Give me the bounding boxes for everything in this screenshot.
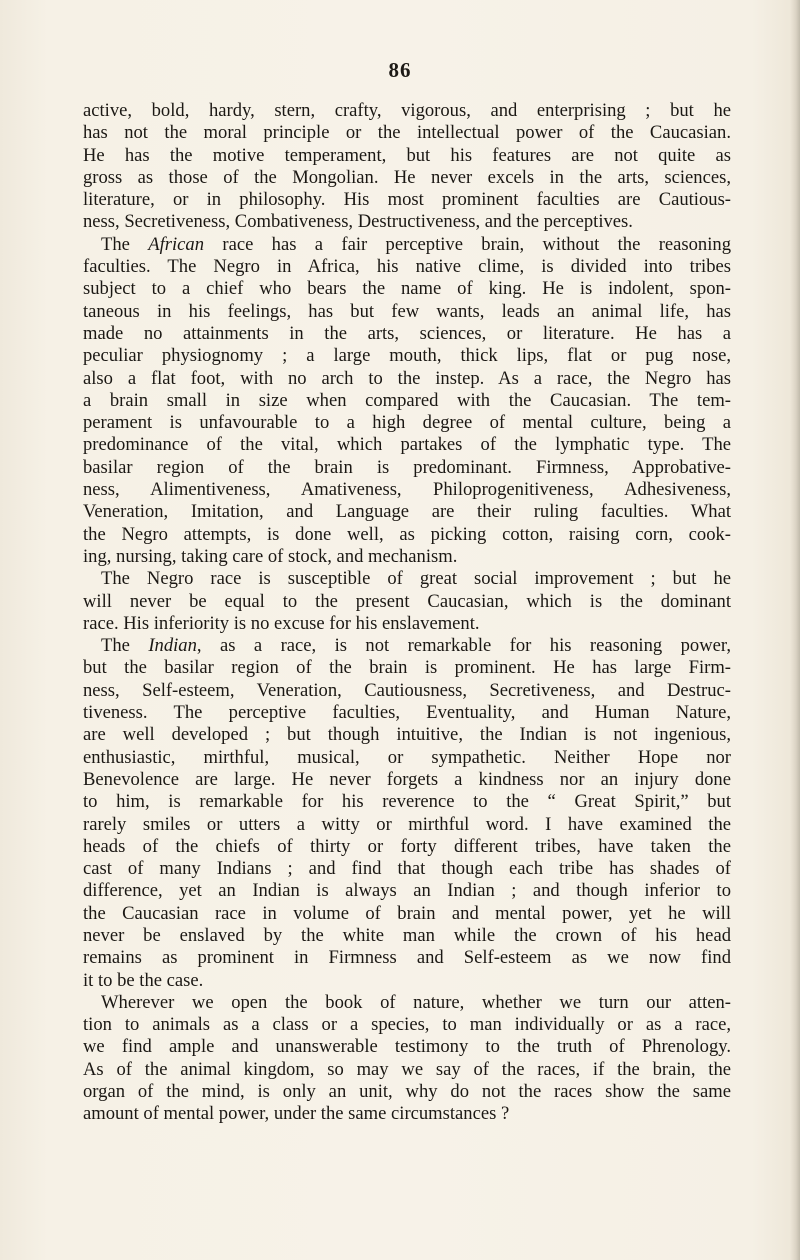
text-line: ness, Secretiveness, Combativeness, Destructiveness, and the perceptives.	[83, 211, 633, 233]
text-line: faculties. The Negro in Africa, his native clime, is divided into tribes	[83, 256, 731, 278]
text-line: to him, is remarkable for his reverence to the “ Great Spirit,” but	[83, 791, 731, 813]
text-line: enthusiastic, mirthful, musical, or sympathetic. Neither Hope nor	[83, 746, 731, 768]
page-edge-shadow	[790, 0, 800, 1260]
text-line: The Indian, as a race, is not remarkable for his reasoning power,	[101, 635, 731, 657]
text-line: active, bold, hardy, stern, crafty, vigorous, and enterprising ; but he	[83, 100, 731, 121]
body-text	[83, 100, 731, 1126]
text-line: will never be equal to the present Caucasian, which is the dominant	[83, 590, 731, 612]
text-line: As of the animal kingdom, so may we say of the races, if the brain, the	[83, 1058, 731, 1080]
text-line: rarely smiles or utters a witty or mirthful word. I have examined the	[83, 813, 731, 835]
text-line: heads of the chiefs of thirty or forty different tribes, have taken the	[83, 835, 731, 857]
text-line: Veneration, Imitation, and Language are their ruling faculties. What	[83, 501, 731, 523]
text-line: also a flat foot, with no arch to the instep. As a race, the Negro has	[83, 367, 731, 389]
text-line: Benevolence are large. He never forgets a kindness nor an injury done	[83, 768, 731, 790]
paragraph-mongolian-continued	[83, 100, 731, 234]
text-line: ing, nursing, taking care of stock, and mechanism.	[83, 545, 458, 567]
paragraph-african	[83, 234, 731, 568]
text-line: never be enslaved by the white man while the crown of his head	[83, 924, 731, 946]
text-line: made no attainments in the arts, sciences, or literature. He has a	[83, 322, 731, 344]
text-line: but the basilar region of the brain is prominent. He has large Firm-	[83, 657, 731, 679]
text-line: Wherever we open the book of nature, whether we turn our atten-	[101, 991, 731, 1013]
text-line: The Negro race is susceptible of great social improvement ; but he	[101, 568, 731, 590]
text-line: He has the motive temperament, but his features are not quite as	[83, 144, 731, 166]
paragraph-indian	[83, 635, 731, 992]
text-line: taneous in his feelings, has but few wants, leads an animal life, has	[83, 300, 731, 322]
text-line: tion to animals as a class or a species, to man individually or as a race,	[83, 1014, 731, 1036]
text-line: we find ample and unanswerable testimony to the truth of Phrenology.	[83, 1036, 731, 1058]
text-line: organ of the mind, is only an unit, why do not the races show the same	[83, 1081, 731, 1103]
text-line: peculiar physiognomy ; a large mouth, thick lips, flat or pug nose,	[83, 345, 731, 367]
text-line: has not the moral principle or the intellectual power of the Caucasian.	[83, 122, 731, 144]
text-line: predominance of the vital, which partakes of the lymphatic type. The	[83, 434, 731, 456]
text-line: race. His inferiority is no excuse for his enslavement.	[83, 612, 480, 634]
text-line: are well developed ; but though intuitive, the Indian is not ingenious,	[83, 724, 731, 746]
text-line: it to be the case.	[83, 969, 204, 991]
text-line: difference, yet an Indian is always an Indian ; and though inferior to	[83, 880, 731, 902]
text-line: perament is unfavourable to a high degree of mental culture, being a	[83, 412, 731, 434]
text-line: basilar region of the brain is predominant. Firmness, Approbative-	[83, 456, 731, 478]
text-line: cast of many Indians ; and find that though each tribe has shades of	[83, 858, 731, 880]
text-line: the Caucasian race in volume of brain and mental power, yet he will	[83, 902, 731, 924]
page-number: 86	[388, 58, 412, 82]
paragraph-conclusion	[83, 992, 731, 1126]
text-line: amount of mental power, under the same circumstances ?	[83, 1103, 510, 1125]
text-line: The African race has a fair perceptive brain, without the reasoning	[101, 233, 731, 255]
text-line: ness, Self-esteem, Veneration, Cautiousness, Secretiveness, and Destruc-	[83, 679, 731, 701]
text-line: a brain small in size when compared with the Caucasian. The tem-	[83, 389, 731, 411]
text-line: ness, Alimentiveness, Amativeness, Philoprogenitiveness, Adhesiveness,	[83, 479, 731, 501]
text-line: the Negro attempts, is done well, as picking cotton, raising corn, cook-	[83, 523, 731, 545]
paragraph-negro-improvement	[83, 568, 731, 635]
text-line: tiveness. The perceptive faculties, Eventuality, and Human Nature,	[83, 702, 731, 724]
text-line: literature, or in philosophy. His most prominent faculties are Cautious-	[83, 189, 731, 211]
text-line: subject to a chief who bears the name of king. He is indolent, spon-	[83, 278, 731, 300]
text-line: gross as those of the Mongolian. He never excels in the arts, sciences,	[83, 166, 731, 188]
text-line: remains as prominent in Firmness and Self-esteem as we now find	[83, 947, 731, 969]
